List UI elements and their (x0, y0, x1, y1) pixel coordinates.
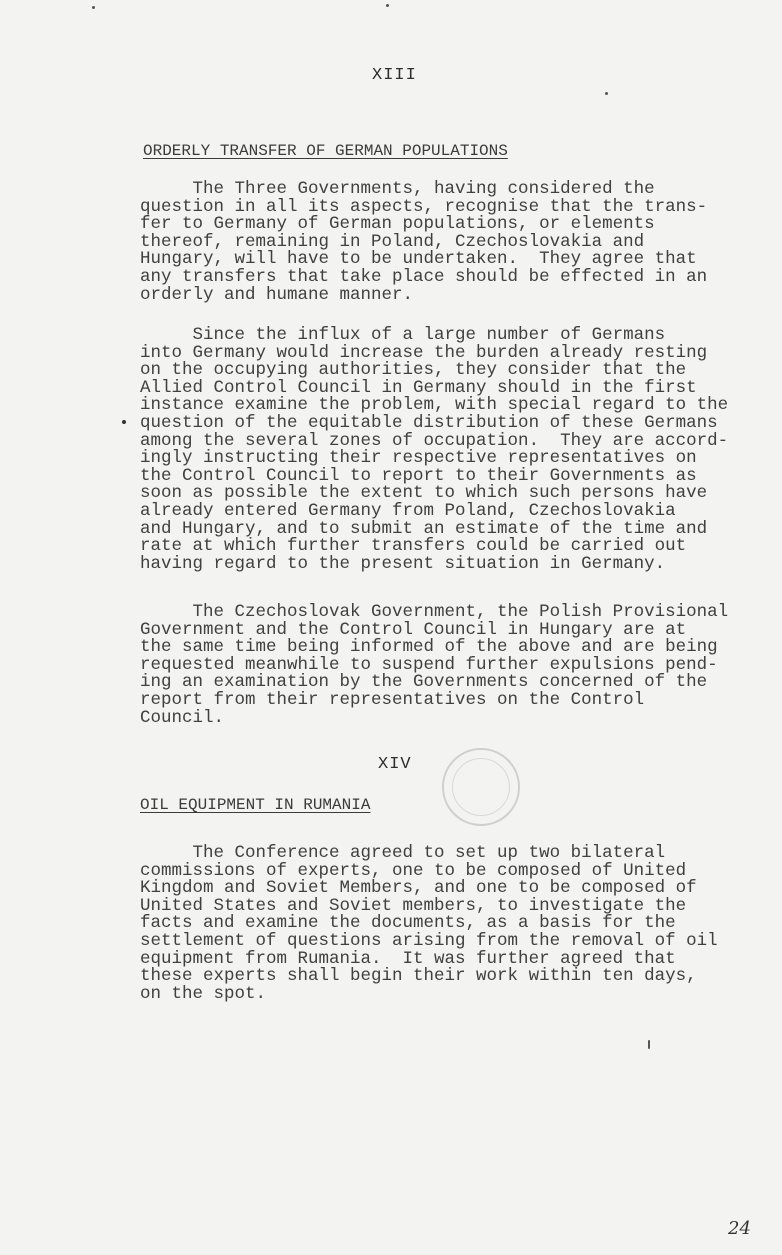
page-number: 24 (728, 1218, 751, 1239)
text-line: Allied Control Council in Germany should in the first (140, 377, 697, 398)
text-line: report from their representatives on the Control (140, 689, 645, 710)
text-line: requested meanwhile to suspend further expulsions pend- (140, 654, 718, 675)
text-line: United States and Soviet members, to investigate the (140, 895, 687, 916)
archive-stamp (442, 748, 520, 826)
archive-stamp-ring (452, 758, 510, 816)
text-line: the same time being informed of the above and are being (140, 637, 718, 658)
text-line: The Conference agreed to set up two bilateral (140, 843, 666, 863)
text-line: question of the equitable distribution of these Germans (140, 412, 718, 433)
section-title-transfer: ORDERLY TRANSFER OF GERMAN POPULATIONS (143, 142, 508, 160)
text-line: Government and the Control Council in Hungary are at (140, 619, 687, 640)
text-line: The Czechoslovak Government, the Polish Provisional (140, 602, 729, 622)
text-line: these experts shall begin their work within ten days, (140, 966, 697, 987)
text-line: settlement of questions arising from the removal of oil (140, 930, 718, 951)
paragraph (140, 845, 740, 1003)
text-line: Hungary, will have to be undertaken. They agree that (140, 249, 697, 270)
text-line: fer to Germany of German populations, or elements (140, 214, 655, 235)
text-line: on the spot. (140, 983, 267, 1004)
text-line: orderly and humane manner. (140, 284, 414, 305)
section-number-xiv: XIV (378, 755, 412, 774)
text-line: and Hungary, and to submit an estimate of the time and (140, 518, 708, 539)
scan-speck (386, 4, 389, 7)
text-line: commissions of experts, one to be composed of United (140, 860, 687, 881)
scan-speck (605, 92, 608, 95)
text-line: on the occupying authorities, they consider that the (140, 360, 687, 381)
text-line: already entered Germany from Poland, Czechoslovakia (140, 500, 676, 521)
section-number-xiii: XIII (372, 66, 417, 85)
text-line: facts and examine the documents, as a basis for the (140, 913, 676, 934)
text-line: among the several zones of occupation. They are accord- (140, 430, 729, 451)
text-line: any transfers that take place should be effected in an (140, 266, 708, 287)
paragraph (140, 181, 740, 304)
text-line: soon as possible the extent to which such persons have (140, 483, 708, 504)
text-line: into Germany would increase the burden already resting (140, 342, 708, 363)
paragraph (140, 327, 740, 573)
scan-mark (122, 420, 126, 424)
text-line: Since the influx of a large number of Germans (140, 325, 666, 345)
scan-speck (648, 1040, 650, 1049)
text-line: having regard to the present situation in Germany. (140, 553, 666, 574)
text-line: instance examine the problem, with special regard to the (140, 395, 729, 416)
text-line: rate at which further transfers could be carried out (140, 536, 687, 557)
text-line: Council. (140, 707, 225, 728)
section-title-oil-equipment: OIL EQUIPMENT IN RUMANIA (140, 796, 371, 814)
text-line: the Control Council to report to their Governments as (140, 465, 697, 486)
text-line: thereof, remaining in Poland, Czechoslovakia and (140, 231, 645, 252)
text-line: The Three Governments, having considered the (140, 179, 655, 199)
text-line: question in all its aspects, recognise that the trans- (140, 196, 708, 217)
text-line: equipment from Rumania. It was further agreed that (140, 948, 676, 969)
text-line: ing an examination by the Governments concerned of the (140, 672, 708, 693)
paragraph (140, 604, 740, 727)
text-line: Kingdom and Soviet Members, and one to be composed of (140, 878, 697, 899)
text-line: ingly instructing their respective representatives on (140, 448, 697, 469)
scan-speck (92, 6, 95, 9)
